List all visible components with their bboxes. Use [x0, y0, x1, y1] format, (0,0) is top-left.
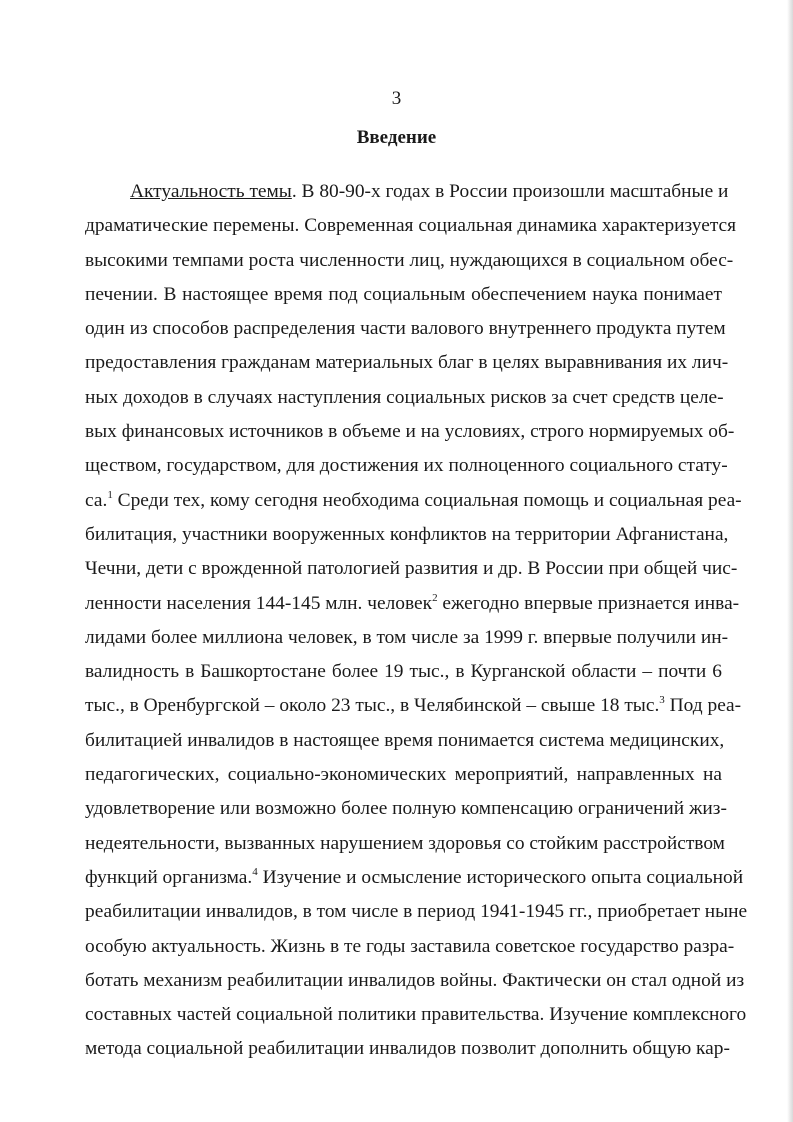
text-run: недеятельности, вызванных нарушением здоровья со стойким расстройством	[85, 832, 725, 854]
text-run: Чечни, дети с врожденной патологией развития и др. В России при общей чис-	[85, 558, 738, 580]
text-run: составных частей социальной политики правительства. Изучение комплексного	[85, 1004, 747, 1026]
scan-edge-shadow	[787, 0, 793, 1122]
text-run: печении. В настоящее время под социальным обеспечением наука понимает	[85, 283, 722, 305]
text-run: лидами более миллиона человек, в том числе за 1999 г. впервые получили ин-	[85, 626, 729, 648]
text-run: высокими темпами роста численности лиц, нуждающихся в социальном обес-	[85, 249, 734, 271]
text-run: функций организма.	[85, 866, 253, 888]
text-line	[85, 998, 747, 1032]
text-line	[85, 792, 727, 826]
text-run: ботать механизм реабилитации инвалидов войны. Фактически он стал одной из	[85, 969, 745, 991]
text-line	[85, 1032, 730, 1066]
text-line	[85, 209, 737, 243]
text-run: тыс., в Оренбургской – около 23 тыс., в Челябинской – свыше 18 тыс.	[85, 695, 660, 717]
text-run: особую актуальность. Жизнь в те годы заставила советское государство разра-	[85, 935, 735, 957]
text-line	[85, 415, 735, 449]
text-line	[85, 758, 722, 792]
text-run: предоставления гражданам материальных благ в целях выравнивания их лич-	[85, 352, 729, 374]
footnote-marker: 1	[107, 488, 113, 501]
text-line	[85, 930, 735, 964]
text-run: Под реа-	[664, 695, 742, 717]
text-line	[85, 552, 738, 586]
section-lead-underlined: Актуальность темы	[130, 181, 292, 202]
text-line	[85, 895, 748, 929]
section-title: Введение	[356, 127, 437, 148]
text-run: метода социальной реабилитации инвалидов позволит дополнить общую кар-	[85, 1038, 730, 1060]
text-run: удовлетворение или возможно более полную компенсацию ограничений жиз-	[85, 798, 727, 820]
text-line	[85, 964, 745, 998]
text-run: . В 80-90-х годах в России произошли масштабные и	[291, 181, 729, 202]
text-run: Среди тех, кому сегодня необходима социальная помощь и социальная реа-	[112, 489, 742, 511]
text-run: ществом, государством, для достижения их полноценного социального стату-	[85, 455, 728, 477]
text-run: ленности населения 144-145 млн. человек	[85, 592, 433, 614]
text-line	[85, 518, 729, 552]
text-run: вых финансовых источников в объеме и на условиях, строго нормируемых об-	[85, 421, 735, 443]
text-run: один из способов распределения части валового внутреннего продукта путем	[85, 318, 726, 340]
text-run: реабилитации инвалидов, в том числе в период 1941-1945 гг., приобретает ныне	[85, 901, 748, 923]
text-run: билитация, участники вооруженных конфликтов на территории Афганистана,	[85, 523, 729, 545]
footnote-marker: 2	[432, 591, 438, 604]
text-line	[85, 346, 729, 380]
body-paragraph	[85, 175, 748, 1067]
text-run: Изучение и осмысление исторического опыта социальной	[257, 866, 744, 888]
text-line	[85, 827, 725, 861]
text-line	[85, 449, 728, 483]
text-line	[85, 381, 722, 415]
text-line	[85, 312, 726, 346]
text-line	[85, 587, 740, 621]
text-run: валидность в Башкортостане более 19 тыс., в Курганской области – почти 6	[85, 661, 722, 683]
text-line	[85, 689, 742, 723]
page-number: 3	[391, 88, 402, 109]
text-run: педагогических, социально-экономических мероприятий, направленных на	[85, 764, 722, 786]
text-run: ежегодно впервые признается инва-	[437, 592, 740, 614]
text-run: билитацией инвалидов в настоящее время понимается система медицинских,	[85, 729, 725, 751]
text-line	[85, 861, 744, 895]
text-run: ных доходов в случаях наступления социальных рисков за счет средств целе-	[85, 386, 724, 408]
text-line	[85, 484, 742, 518]
text-run: драматические перемены. Современная социальная динамика характеризуется	[85, 215, 737, 237]
footnote-marker: 4	[252, 865, 258, 878]
footnote-marker: 3	[659, 694, 665, 707]
text-line	[85, 175, 729, 209]
text-line	[85, 724, 725, 758]
text-line	[85, 244, 734, 278]
text-line	[85, 655, 722, 689]
text-line	[85, 278, 722, 312]
text-run: са.	[85, 489, 108, 511]
text-line	[85, 621, 729, 655]
